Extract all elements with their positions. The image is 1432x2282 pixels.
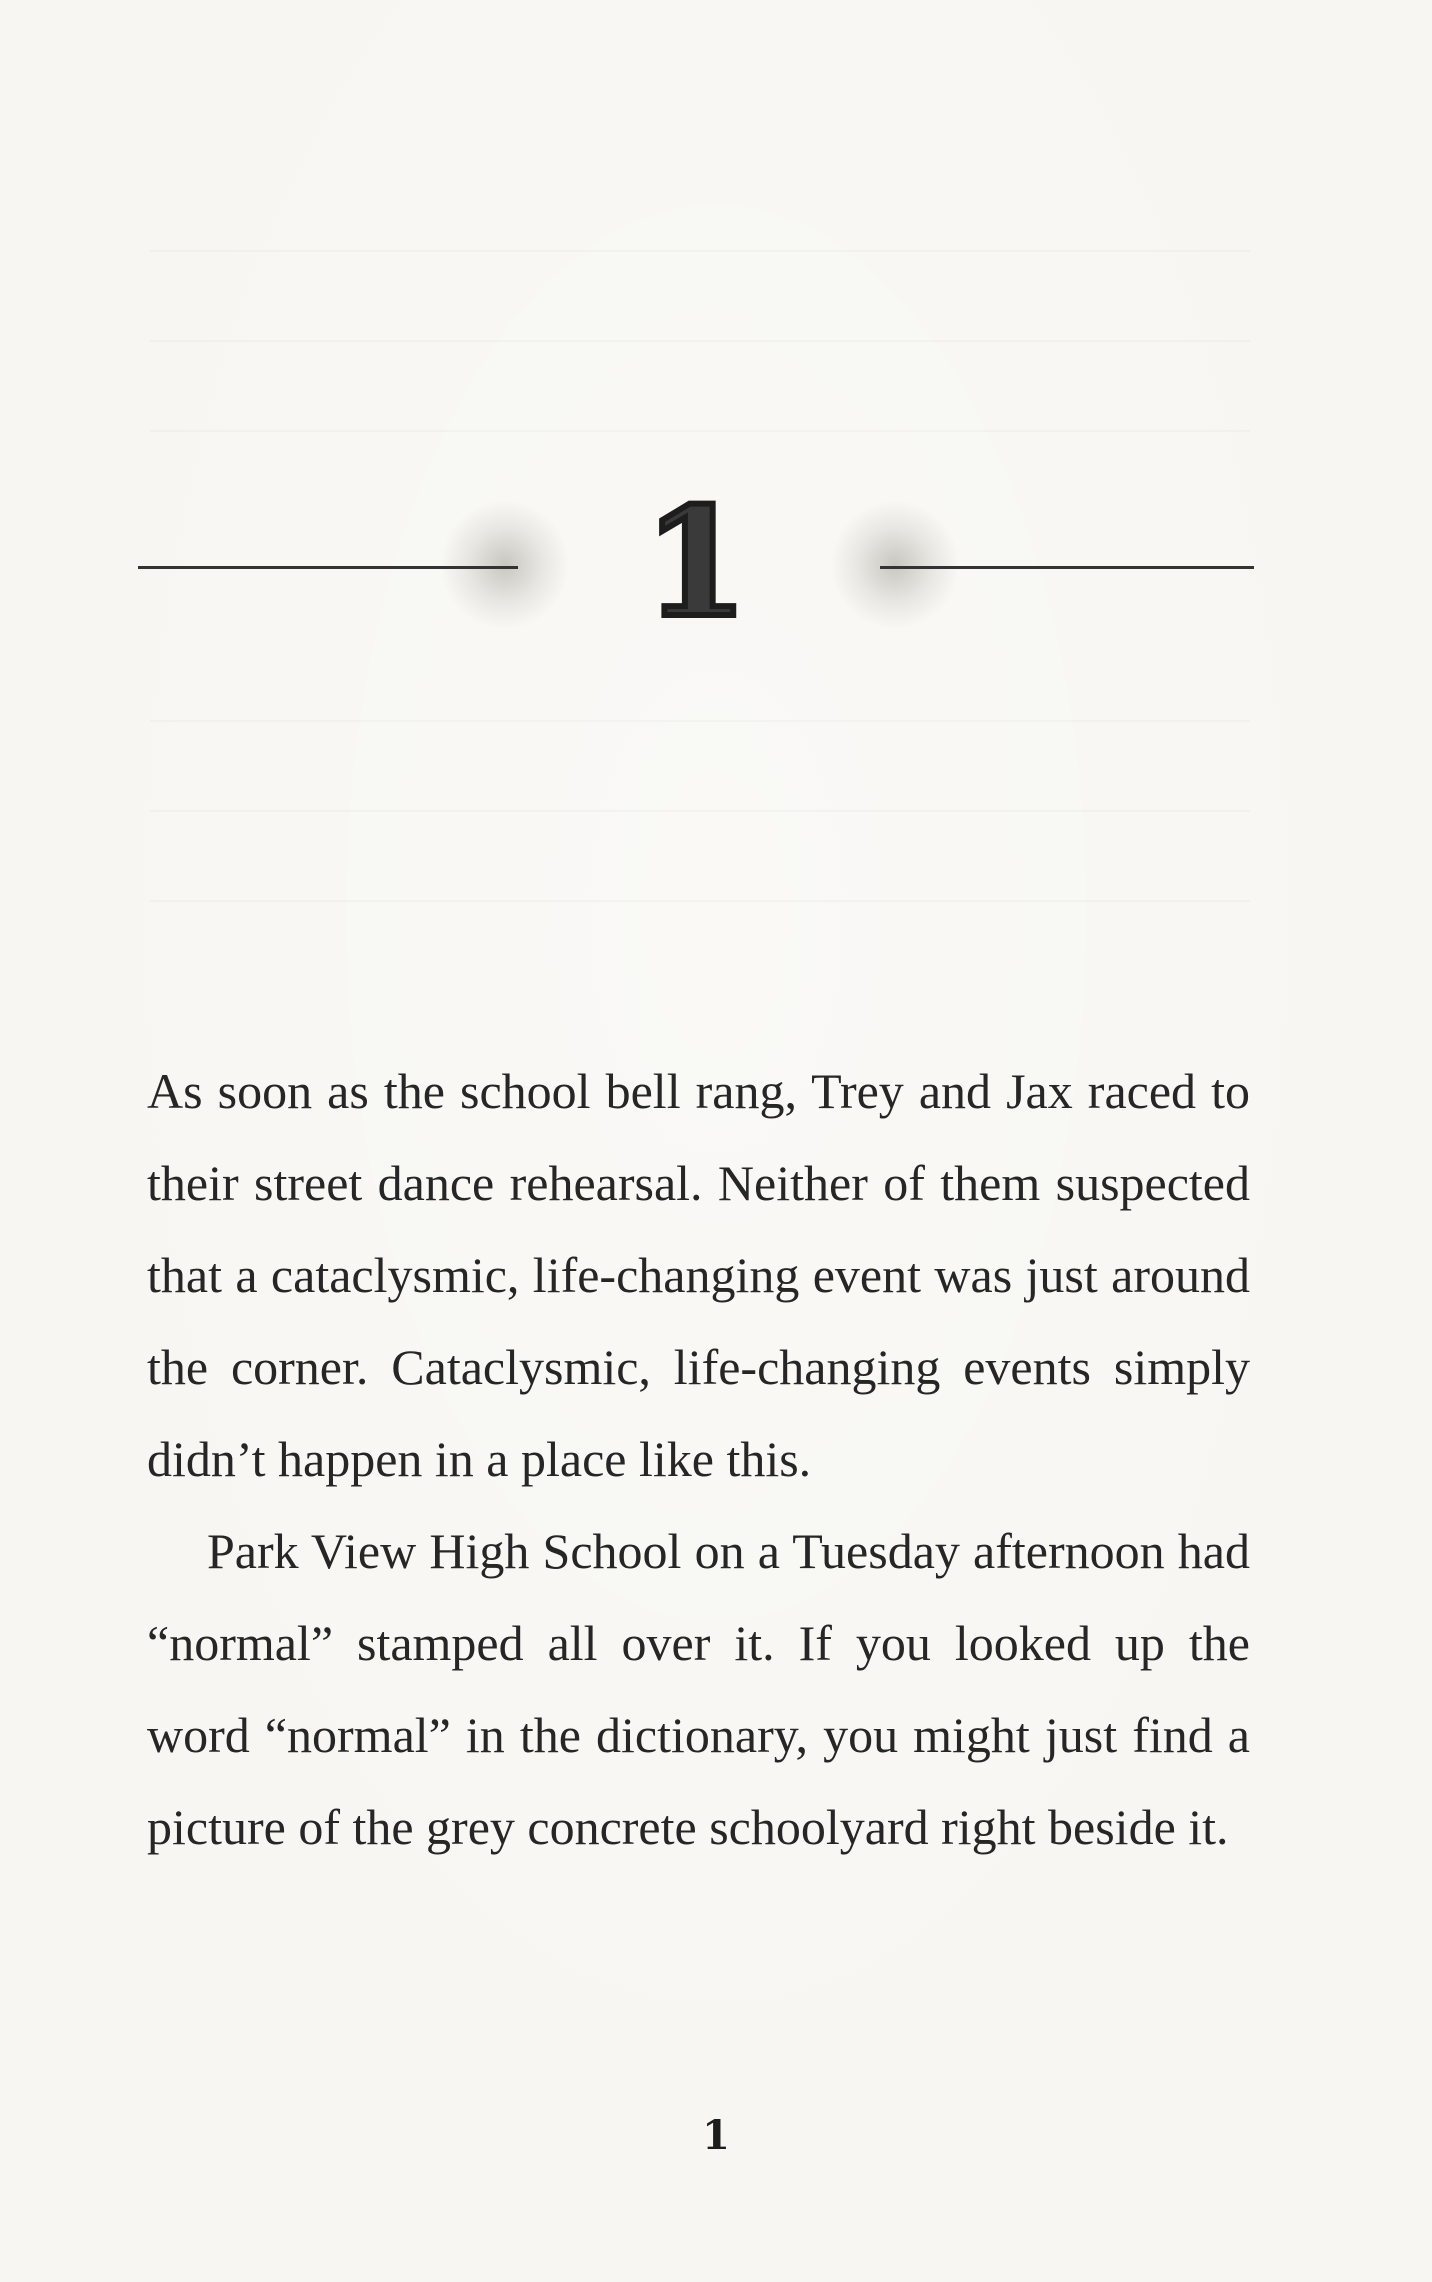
paragraph: As soon as the school bell rang, Trey and Jax raced to their street dance rehearsal. Neither of them suspected that a cataclysmic, life-changing event was just around the corner. Cataclysmic, life-changing events simply didn’t happen in a place like this. xyxy=(147,1063,1250,1487)
heading-rule-left xyxy=(138,566,518,569)
show-through-line xyxy=(150,720,1250,722)
ink-smudge xyxy=(830,500,960,630)
show-through-line xyxy=(150,430,1250,432)
chapter-heading xyxy=(0,470,1432,670)
show-through-line xyxy=(150,900,1250,902)
chapter-body xyxy=(147,1045,1250,1873)
paragraph: Park View High School on a Tuesday afternoon had “normal” stamped all over it. If you looked up the word “normal” in the dictionary, you might just find a picture of the grey concrete schoolyard right beside it. xyxy=(147,1523,1250,1855)
show-through-line xyxy=(150,340,1250,342)
chapter-number: 1 xyxy=(643,475,749,651)
heading-rule-right xyxy=(880,566,1254,569)
show-through-line xyxy=(150,250,1250,252)
show-through-line xyxy=(150,810,1250,812)
ink-smudge xyxy=(440,500,570,630)
page-number: 1 xyxy=(702,2112,730,2159)
